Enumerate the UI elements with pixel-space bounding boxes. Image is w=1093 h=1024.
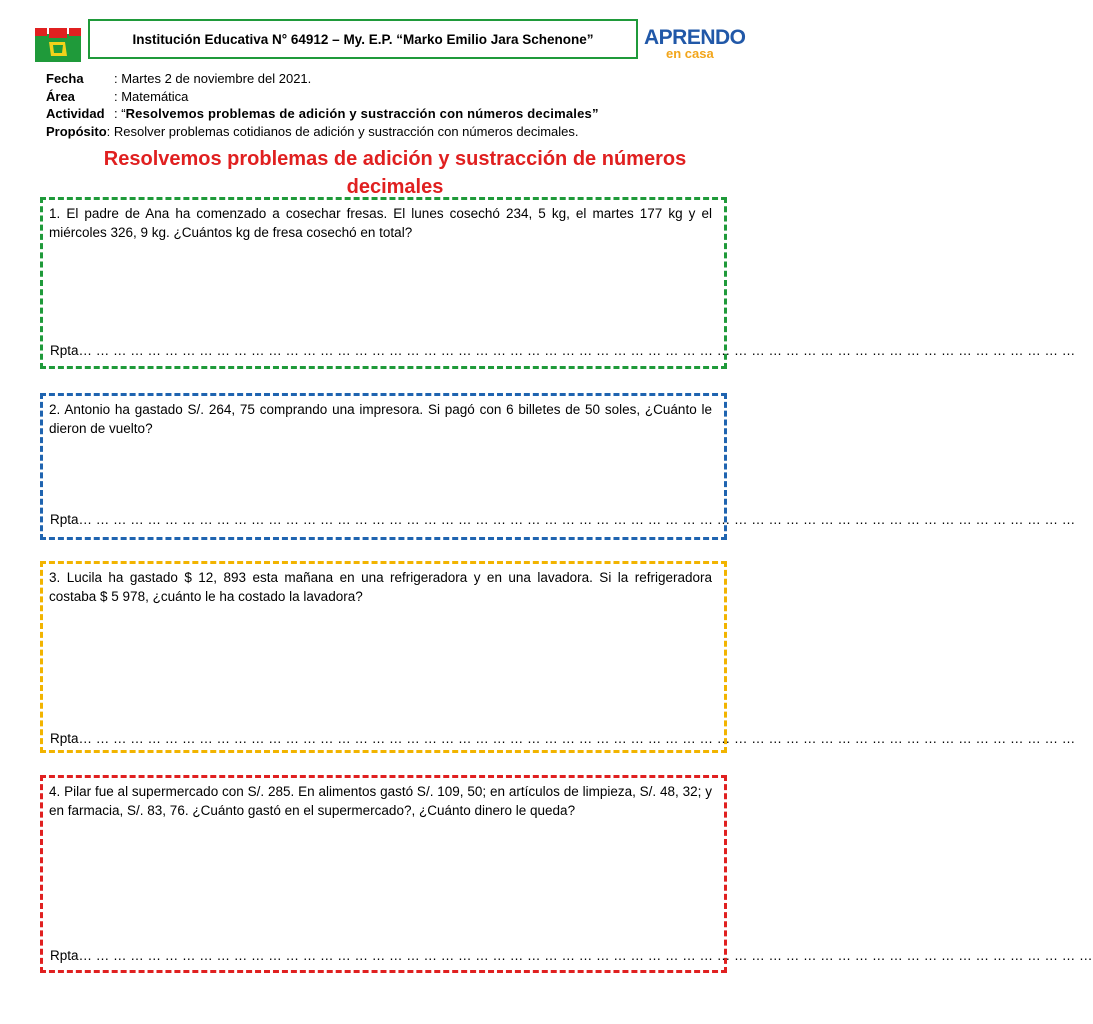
problem-text: Pilar fue al supermercado con S/. 285. En alimentos gastó S/. 109, 50; en artículos de limpieza, S/. 48, 32; y en farmacia, S/. 83, 76. ¿Cuánto gastó en el supermercado?, ¿Cuánto dinero le queda?	[49, 784, 712, 818]
proposito-value: : Resolver problemas cotidianos de adición y sustracción con números decimales.	[106, 123, 579, 139]
activity-info	[46, 70, 599, 140]
fecha-row	[46, 70, 599, 88]
area-row	[46, 88, 599, 106]
actividad-value: Resolvemos problemas de adición y sustracción con números decimales”	[125, 106, 599, 121]
proposito-label: Propósito	[46, 123, 107, 139]
area-label: Área	[46, 88, 75, 104]
problem-text: Lucila ha gastado $ 12, 893 esta mañana en una refrigeradora y en una lavadora. Si la refrigeradora costaba $ 5 978, ¿cuánto le ha costado la lavadora?	[49, 570, 712, 604]
problem-box-4	[40, 775, 1093, 973]
aprendo-en-casa-logo	[644, 26, 746, 61]
problem-question	[49, 568, 712, 606]
problem-number: 4.	[49, 784, 61, 799]
problem-text: El padre de Ana ha comenzado a cosechar fresas. El lunes cosechó 234, 5 kg, el martes 177 kg y el miércoles 326, 9 kg. ¿Cuántos kg de fresa cosechó en total?	[49, 206, 712, 240]
fecha-label: Fecha	[46, 71, 84, 86]
actividad-row	[46, 105, 599, 123]
problem-number: 3.	[49, 570, 61, 585]
area-value: : Matemática	[114, 88, 189, 104]
problem-question	[49, 782, 712, 820]
problem-box-3	[40, 561, 1076, 753]
brand-sub: en casa	[666, 46, 714, 61]
problem-question	[49, 204, 712, 242]
problem-number: 2.	[49, 402, 61, 417]
actividad-label: Actividad	[46, 106, 105, 121]
page-heading: Resolvemos problemas de adición y sustracción de números decimales	[103, 148, 687, 198]
answer-line[interactable]: Rpta… … … … … … … … … … … … … … … … … … … … … … … … … … … … … … … … … … … … … … … … … … … … … … … … … … … … … … … … … …	[50, 512, 1076, 527]
brand-word: APRENDO	[644, 26, 746, 49]
problem-question	[49, 400, 712, 438]
problem-box-1	[40, 197, 1076, 369]
fecha-value: : Martes 2 de noviembre del 2021.	[114, 71, 312, 86]
problem-text: Antonio ha gastado S/. 264, 75 comprando una impresora. Si pagó con 6 billetes de 50 soles, ¿Cuánto le dieron de vuelto?	[49, 402, 713, 436]
institution-title: Institución Educativa N° 64912 – My. E.P. “Marko Emilio Jara Schenone”	[88, 19, 638, 59]
actividad-prefix: : “	[114, 106, 126, 121]
problem-number: 1.	[49, 206, 61, 221]
proposito-row	[46, 123, 599, 141]
answer-line[interactable]: Rpta… … … … … … … … … … … … … … … … … … … … … … … … … … … … … … … … … … … … … … … … … … … … … … … … … … … … … … … … … …	[50, 343, 1076, 358]
answer-line[interactable]: Rpta… … … … … … … … … … … … … … … … … … … … … … … … … … … … … … … … … … … … … … … … … … … … … … … … … … … … … … … … … … …	[50, 948, 1093, 963]
answer-line[interactable]: Rpta… … … … … … … … … … … … … … … … … … … … … … … … … … … … … … … … … … … … … … … … … … … … … … … … … … … … … … … … … …	[50, 731, 1076, 746]
problem-box-2	[40, 393, 1076, 540]
school-logo	[35, 28, 81, 62]
